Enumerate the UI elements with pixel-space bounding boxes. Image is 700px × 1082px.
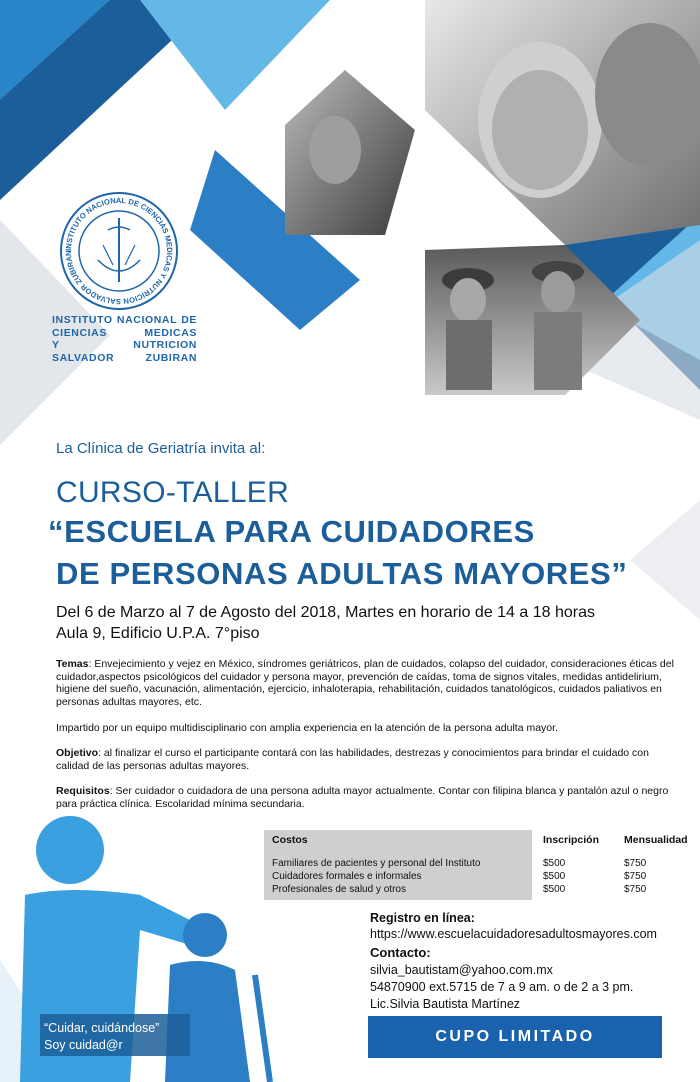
objetivo-paragraph (56, 747, 676, 772)
institute-seal-logo (58, 190, 180, 312)
requisitos-paragraph (56, 785, 676, 810)
impartido-paragraph: Impartido por un equipo multidisciplinario con amplia experiencia en la atención de la persona adulta mayor. (56, 722, 558, 734)
svg-text:INSTITUTO NACIONAL DE CIENCIAS: INSTITUTO NACIONAL DE CIENCIAS MEDICAS Y NUTRICION SALVADOR ZUBIRAN (63, 195, 175, 307)
temas-label: Temas (56, 658, 89, 670)
temas-text: : Envejecimiento y vejez en México, síndromes geriátricos, plan de cuidados, colapso del cuidador, consideraciones éticas del cuidador,aspectos psicológicos del cuidador y persona mayor, prevención de caídas, toma de signos vitales, medidas antidelirium, higiene del sueño, vacunación, alimentación, ejercicio, inhaloterapia, rehabilitación, cuidados tanatológicos, cuidados paliativos en personas adultas mayores, etc. (56, 658, 674, 708)
course-type: CURSO-TALLER (56, 476, 290, 509)
temas-paragraph (56, 658, 676, 708)
objetivo-text: : al finalizar el curso el participante contará con las habilidades, destrezas y conocimientos para brindar el cuidado con calidad de las personas adultas mayores. (56, 747, 649, 772)
costs-row-label: Familiares de pacientes y personal del Instituto (272, 858, 481, 869)
costs-header: Costos (272, 834, 308, 846)
invite-text: La Clínica de Geriatría invita al: (56, 440, 266, 457)
costs-row-inscripcion: $500 (543, 871, 566, 882)
course-title-line-2: DE PERSONAS ADULTAS MAYORES” (56, 556, 628, 591)
costs-row-mensualidad: $750 (624, 871, 647, 882)
institute-name-line: SALVADOR ZUBIRAN (52, 351, 197, 364)
limited-spots-banner: CUPO LIMITADO (368, 1016, 662, 1058)
objetivo-label: Objetivo (56, 747, 99, 759)
costs-row-mensualidad: $750 (624, 858, 647, 869)
slogan-line-1: “Cuidar, cuidándose” (44, 1021, 160, 1035)
registration-label: Registro en línea: (370, 911, 475, 925)
contact-person: Lic.Silvia Bautista Martínez (370, 997, 521, 1011)
costs-row-label: Cuidadores formales e informales (272, 871, 422, 882)
costs-header-inscripcion: Inscripción (543, 834, 600, 846)
institute-name-line: INSTITUTO NACIONAL DE (52, 314, 197, 326)
requisitos-label: Requisitos (56, 785, 110, 797)
course-title-line-1: “ESCUELA PARA CUIDADORES (48, 514, 535, 549)
institute-name (52, 314, 197, 364)
contact-phone: 54870900 ext.5715 de 7 a 9 am. o de 2 a 3 pm. (370, 980, 634, 994)
contact-email[interactable]: silvia_bautistam@yahoo.com.mx (370, 963, 553, 977)
course-room: Aula 9, Edificio U.P.A. 7°piso (56, 625, 260, 642)
costs-row-inscripcion: $500 (543, 858, 566, 869)
costs-row-inscripcion: $500 (543, 884, 566, 895)
registration-url[interactable]: https://www.escuelacuidadoresadultosmayores.com (370, 927, 657, 941)
institute-name-line: Y NUTRICION (52, 339, 197, 351)
costs-row-mensualidad: $750 (624, 884, 647, 895)
elderly-photo-collage (250, 0, 700, 395)
course-dates: Del 6 de Marzo al 7 de Agosto del 2018, Martes en horario de 14 a 18 horas (56, 604, 596, 621)
slogan-line-2: Soy cuidad@r (44, 1038, 123, 1052)
costs-header-mensualidad: Mensualidad (624, 834, 688, 846)
requisitos-text: : Ser cuidador o cuidadora de una persona adulta mayor actualmente. Contar con filipina blanca y pantalón azul o negro para práctica clínica. Escolaridad mínima secundaria. (56, 785, 669, 810)
costs-row-label: Profesionales de salud y otros (272, 884, 406, 895)
contact-label: Contacto: (370, 945, 431, 960)
institute-name-line: CIENCIAS MEDICAS (52, 326, 197, 339)
